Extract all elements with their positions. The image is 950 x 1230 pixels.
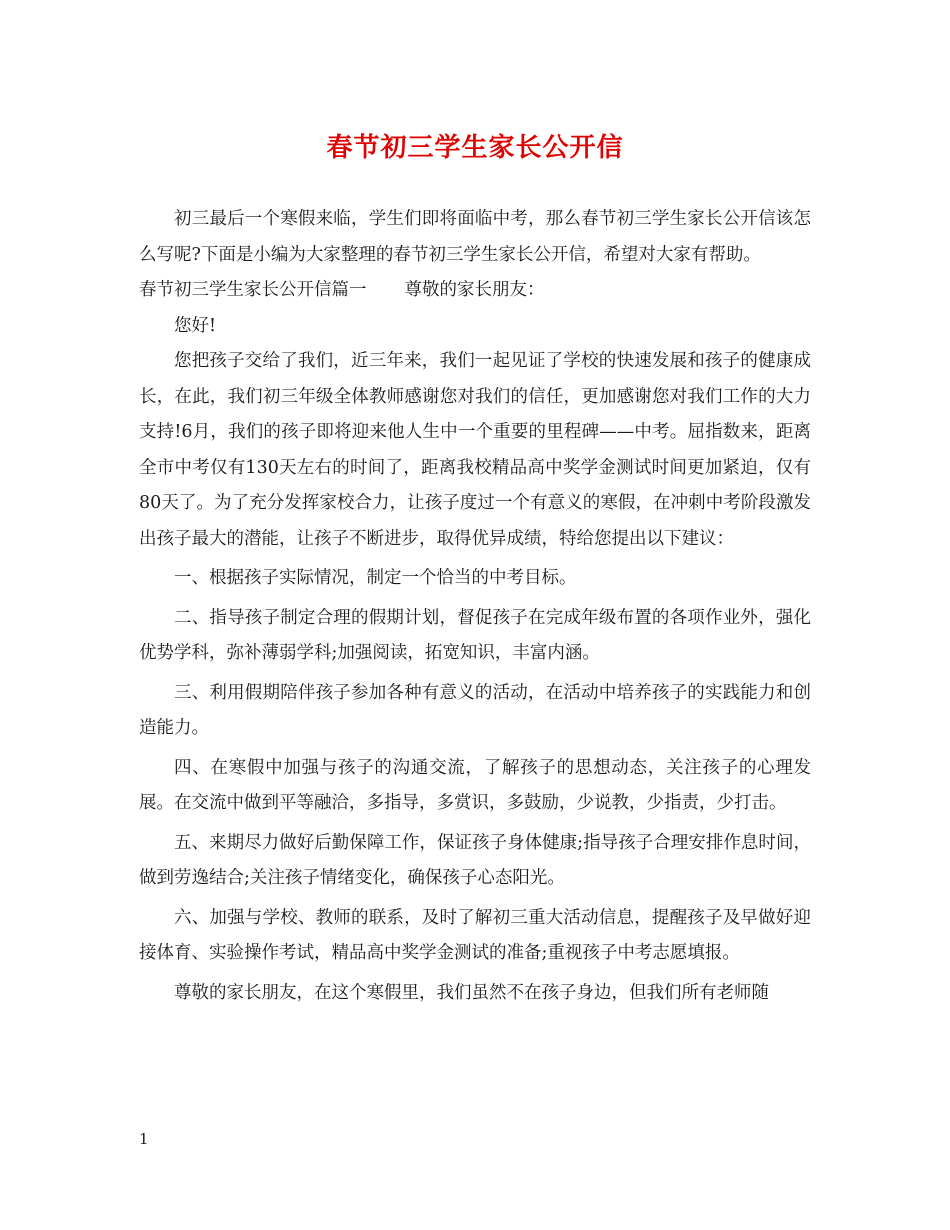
salutation: 尊敬的家长朋友： [404,280,545,300]
suggestion-3: 三、利用假期陪伴孩子参加各种有意义的活动，在活动中培养孩子的实践能力和创造能力。 [139,682,811,738]
closing-paragraph: 尊敬的家长朋友，在这个寒假里，我们虽然不在孩子身边，但我们所有老师随 [174,982,769,1003]
document-title: 春节初三学生家长公开信 [326,133,624,163]
suggestion-1: 一、根据孩子实际情况，制定一个恰当的中考目标。 [174,568,577,588]
page-number: 1 [139,1130,149,1148]
greeting: 您好! [174,315,217,336]
letter-paragraph-1: 您把孩子交给了我们，近三年来，我们一起见证了学校的快速发展和孩子的健康成长，在此，我们初三年级全体教师感谢您对我们的信任，更加感谢您对我们工作的大力支持!6月，我们的孩子即将迎来他人生中一个重要的里程碑——中考。屈指数来，距离全市中考仅有130天左右的时间了，距离我校精品高中奖学金测试时间更加紧迫，仅有80天了。为了充分发挥家校合力，让孩子度过一个有意义的寒假，在冲刺中考阶段激发出孩子最大的潜能，让孩子不断进步，取得优异成绩，特给您提出以下建议： [139,351,811,549]
section-heading: 春节初三学生家长公开信篇一 [139,280,367,300]
suggestion-5: 五、来期尽力做好后勤保障工作，保证孩子身体健康;指导孩子合理安排作息时间，做到劳逸结合;关注孩子情绪变化，确保孩子心态阳光。 [139,832,811,888]
suggestion-4: 四、在寒假中加强与孩子的沟通交流，了解孩子的思想动态，关注孩子的心理发展。在交流中做到平等融洽，多指导，多赏识，多鼓励，少说教，少指责，少打击。 [139,757,811,813]
intro-paragraph: 初三最后一个寒假来临，学生们即将面临中考，那么春节初三学生家长公开信该怎么写呢?下面是小编为大家整理的春节初三学生家长公开信，希望对大家有帮助。 [139,209,811,265]
suggestion-2: 二、指导孩子制定合理的假期计划，督促孩子在完成年级布置的各项作业外，强化优势学科，弥补薄弱学科;加强阅读，拓宽知识，丰富内涵。 [139,607,811,663]
suggestion-6: 六、加强与学校、教师的联系，及时了解初三重大活动信息，提醒孩子及早做好迎接体育、实验操作考试，精品高中奖学金测试的准备;重视孩子中考志愿填报。 [139,907,811,963]
document-body [139,202,811,1011]
section-heading-line [139,273,811,309]
